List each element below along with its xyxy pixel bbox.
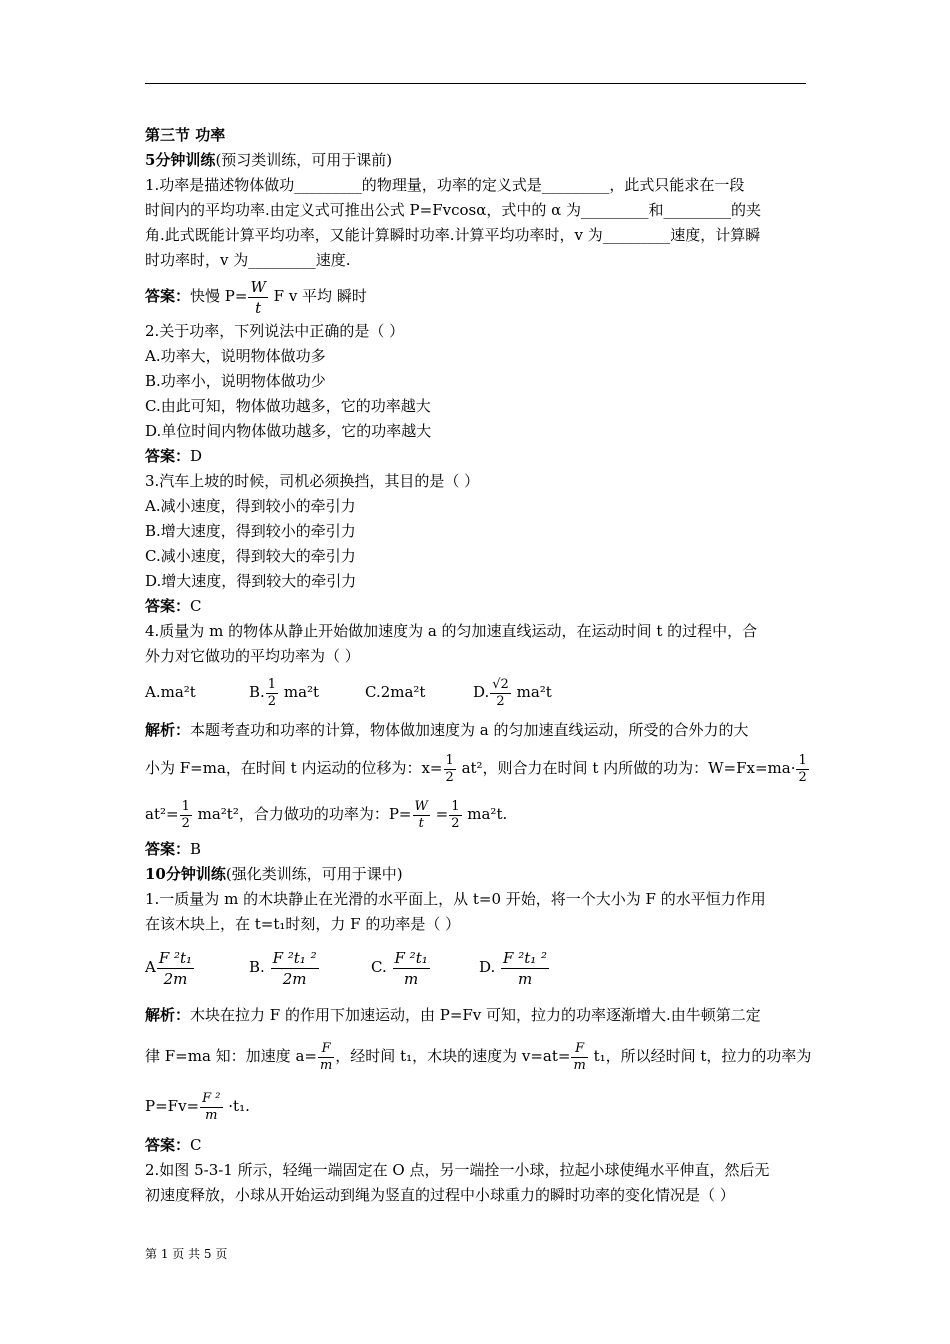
q2-option-c: C.由此可知，物体做功越多，它的功率越大 [145, 397, 431, 415]
fraction-f2-over-m [200, 1091, 222, 1124]
fraction-one-half [449, 799, 461, 832]
q4-analysis-3b: ma²t²，合力做功的功率为：P= [192, 805, 412, 823]
frac-den: 2m [163, 969, 188, 988]
opt-label: A [145, 958, 156, 976]
fraction-one-half [266, 677, 278, 710]
answer-label: 答案： [145, 1136, 191, 1154]
q4-analysis-2b: at²，则合力在时间 t 内所做的功为：W=Fx=ma· [456, 759, 796, 777]
part1-note: (预习类训练，可用于课前) [215, 151, 393, 169]
frac-den: 2 [445, 769, 454, 785]
fraction-f-over-m [318, 1041, 334, 1074]
opt-d-label: D. [473, 683, 490, 701]
q5-answer [145, 1133, 807, 1158]
q6-line-2: 初速度释放，小球从开始运动到绳为竖直的过程中小球重力的瞬时功率的变化情况是（ ） [145, 1186, 735, 1204]
option-fraction [157, 948, 194, 989]
page-content [145, 123, 812, 1208]
q3-stem: 3.汽车上坡的时候，司机必须换挡，其目的是（ ） [145, 472, 480, 490]
q5-analysis-3b: ·t₁. [223, 1097, 250, 1115]
frac-num: W [250, 277, 266, 296]
q5-stem-2: 在该木块上，在 t=t₁时刻，力 F 的功率是（ ） [145, 915, 461, 933]
q2-option-b: B.功率小，说明物体做功少 [145, 372, 326, 390]
frac-den: m [404, 969, 419, 988]
frac-den: m [573, 1057, 586, 1073]
q5-option-d [479, 937, 550, 997]
part2-note: (强化类训练，可用于课中) [225, 865, 403, 883]
frac-den: 2 [181, 815, 190, 831]
part1-heading [145, 148, 807, 173]
option-fraction [393, 948, 430, 989]
q4-analysis-text-1: 本题考查功和功率的计算，物体做加速度为 a 的匀加速直线运动，所受的合外力的大 [190, 721, 749, 739]
q5-option-b [249, 937, 371, 997]
frac-num: 1 [267, 676, 277, 692]
q2-option-d: D.单位时间内物体做功越多，它的功率越大 [145, 422, 432, 440]
frac-den: t [255, 298, 262, 317]
q4-options [145, 669, 807, 715]
option-fraction [271, 948, 319, 989]
q3-answer-value: C [190, 597, 202, 615]
q3-option-a: A.减小速度，得到较小的牵引力 [145, 497, 356, 515]
frac-num: F ²t₁ ² [503, 948, 548, 967]
q2-answer-value: D [190, 447, 203, 465]
fraction-sqrt2-half [490, 677, 511, 710]
q1-answer-post: F v 平均 瞬时 [268, 287, 367, 305]
fraction-one-half [796, 753, 808, 786]
q5-answer-value: C [190, 1136, 202, 1154]
header-rule [145, 83, 806, 84]
frac-num: W [414, 798, 428, 814]
opt-label: D. [479, 958, 496, 976]
q4-analysis-3d: ma²t. [462, 805, 508, 823]
frac-den: 2 [267, 693, 277, 709]
q5-option-c [371, 937, 479, 997]
frac-num: F ²t₁ ² [272, 948, 317, 967]
q5-analysis-2a: 律 F=ma 知：加速度 a= [145, 1047, 317, 1065]
q1-line-4: 时功率时，v 为_________速度. [145, 251, 351, 269]
frac-num: √2 [492, 676, 509, 692]
q5-options [145, 937, 807, 997]
opt-b-label: B. [249, 683, 265, 701]
fraction-one-half [180, 799, 192, 832]
part2-heading [145, 862, 807, 887]
frac-den: 2 [496, 693, 505, 709]
q3-option-c: C.减小速度，得到较大的牵引力 [145, 547, 356, 565]
answer-label: 答案： [145, 447, 191, 465]
q2-answer [145, 444, 807, 469]
q4-option-b [249, 669, 365, 715]
q1-line-1: 1.功率是描述物体做功_________的物理量，功率的定义式是_________，此式只能求在一段 [145, 176, 745, 194]
q3-option-d: D.增大速度，得到较大的牵引力 [145, 572, 357, 590]
q6-line-1: 2.如图 5-3-1 所示，轻绳一端固定在 O 点，另一端拴一小球，拉起小球使绳水平伸直，然后无 [145, 1161, 770, 1179]
q4-analysis-2a: 小为 F=ma，在时间 t 内运动的位移为：x= [145, 759, 443, 777]
frac-den: m [517, 969, 533, 988]
q5-analysis-1 [145, 997, 807, 1033]
q3-answer [145, 594, 807, 619]
q4-analysis-1 [145, 715, 807, 745]
part1-label: 5分钟训练 [145, 151, 216, 169]
q2-stem: 2.关于功率，下列说法中正确的是（ ） [145, 322, 405, 340]
q4-answer-value: B [190, 840, 202, 858]
fraction-one-half [444, 753, 456, 786]
q5-stem-1: 1.一质量为 m 的木块静止在光滑的水平面上，从 t=0 开始，将一个大小为 F 的水平恒力作用 [145, 890, 766, 908]
q5-analysis-text-1: 木块在拉力 F 的作用下加速运动，由 P=Fv 可知，拉力的功率逐渐增大.由牛顿第二定 [190, 1006, 761, 1024]
opt-label: B. [249, 958, 265, 976]
analysis-label: 解析： [145, 721, 191, 739]
q5-option-a [145, 937, 249, 997]
frac-num: F [571, 1041, 587, 1058]
q4-stem-2: 外力对它做功的平均功率为（ ） [145, 647, 360, 665]
q1-line-3: 角.此式既能计算平均功率，又能计算瞬时功率.计算平均功率时，v 为_________速度，计算瞬 [145, 226, 761, 244]
analysis-label: 解析： [145, 1006, 191, 1024]
frac-den: m [319, 1057, 333, 1073]
frac-den: 2 [798, 769, 807, 785]
answer-label: 答案： [145, 287, 191, 305]
q4-analysis-2 [145, 745, 807, 791]
q5-analysis-2c: t₁，所以经时间 t，拉力的功率为 [588, 1047, 812, 1065]
opt-b-text: ma²t [279, 683, 320, 701]
q4-option-a: A.ma²t [145, 683, 196, 701]
part2-label: 10分钟训练 [145, 865, 226, 883]
q4-option-d [473, 669, 552, 715]
frac-den: t [418, 815, 424, 831]
fraction-f-over-m [571, 1041, 587, 1074]
page-footer: 第 1 页 共 5 页 [145, 1247, 228, 1261]
frac-num: F ² [202, 1090, 221, 1106]
q1-answer [145, 273, 807, 319]
q4-analysis-3c: = [430, 805, 449, 823]
answer-label: 答案： [145, 840, 191, 858]
opt-d-text: ma²t [511, 683, 552, 701]
q1-line-2: 时间内的平均功率.由定义式可推出公式 P=Fvcosα，式中的 α 为_________和_________的夹 [145, 201, 762, 219]
option-fraction [501, 948, 549, 989]
q3-option-b: B.增大速度，得到较小的牵引力 [145, 522, 356, 540]
frac-den: m [205, 1107, 218, 1123]
frac-num: 1 [181, 798, 190, 814]
q5-analysis-2 [145, 1033, 812, 1079]
opt-label: C. [371, 958, 387, 976]
q5-analysis-3 [145, 1079, 807, 1133]
frac-num: 1 [445, 752, 454, 768]
frac-den: 2m [282, 969, 307, 988]
frac-num: 1 [798, 752, 807, 768]
q5-analysis-2b: ，经时间 t₁，木块的速度为 v=at= [335, 1047, 571, 1065]
q4-analysis-3a: at²= [145, 805, 179, 823]
q4-answer [145, 837, 807, 862]
frac-num: F ²t₁ [158, 948, 193, 967]
frac-num: 1 [451, 798, 460, 814]
answer-label: 答案： [145, 597, 191, 615]
q4-stem-1: 4.质量为 m 的物体从静止开始做加速度为 a 的匀加速直线运动，在运动时间 t 的过程中，合 [145, 622, 758, 640]
q4-option-c: C.2ma²t [365, 683, 426, 701]
q4-analysis-3 [145, 791, 807, 837]
q5-analysis-3a: P=Fv= [145, 1097, 200, 1115]
fraction-w-over-t [413, 799, 430, 832]
section-title: 第三节 功率 [145, 126, 226, 144]
frac-num: F ²t₁ [394, 948, 428, 967]
q1-answer-pre: 快慢 P= [190, 287, 248, 305]
q2-option-a: A.功率大，说明物体做功多 [145, 347, 326, 365]
fraction-w-over-t [248, 277, 267, 318]
frac-den: 2 [451, 815, 460, 831]
frac-num: F [318, 1041, 334, 1058]
